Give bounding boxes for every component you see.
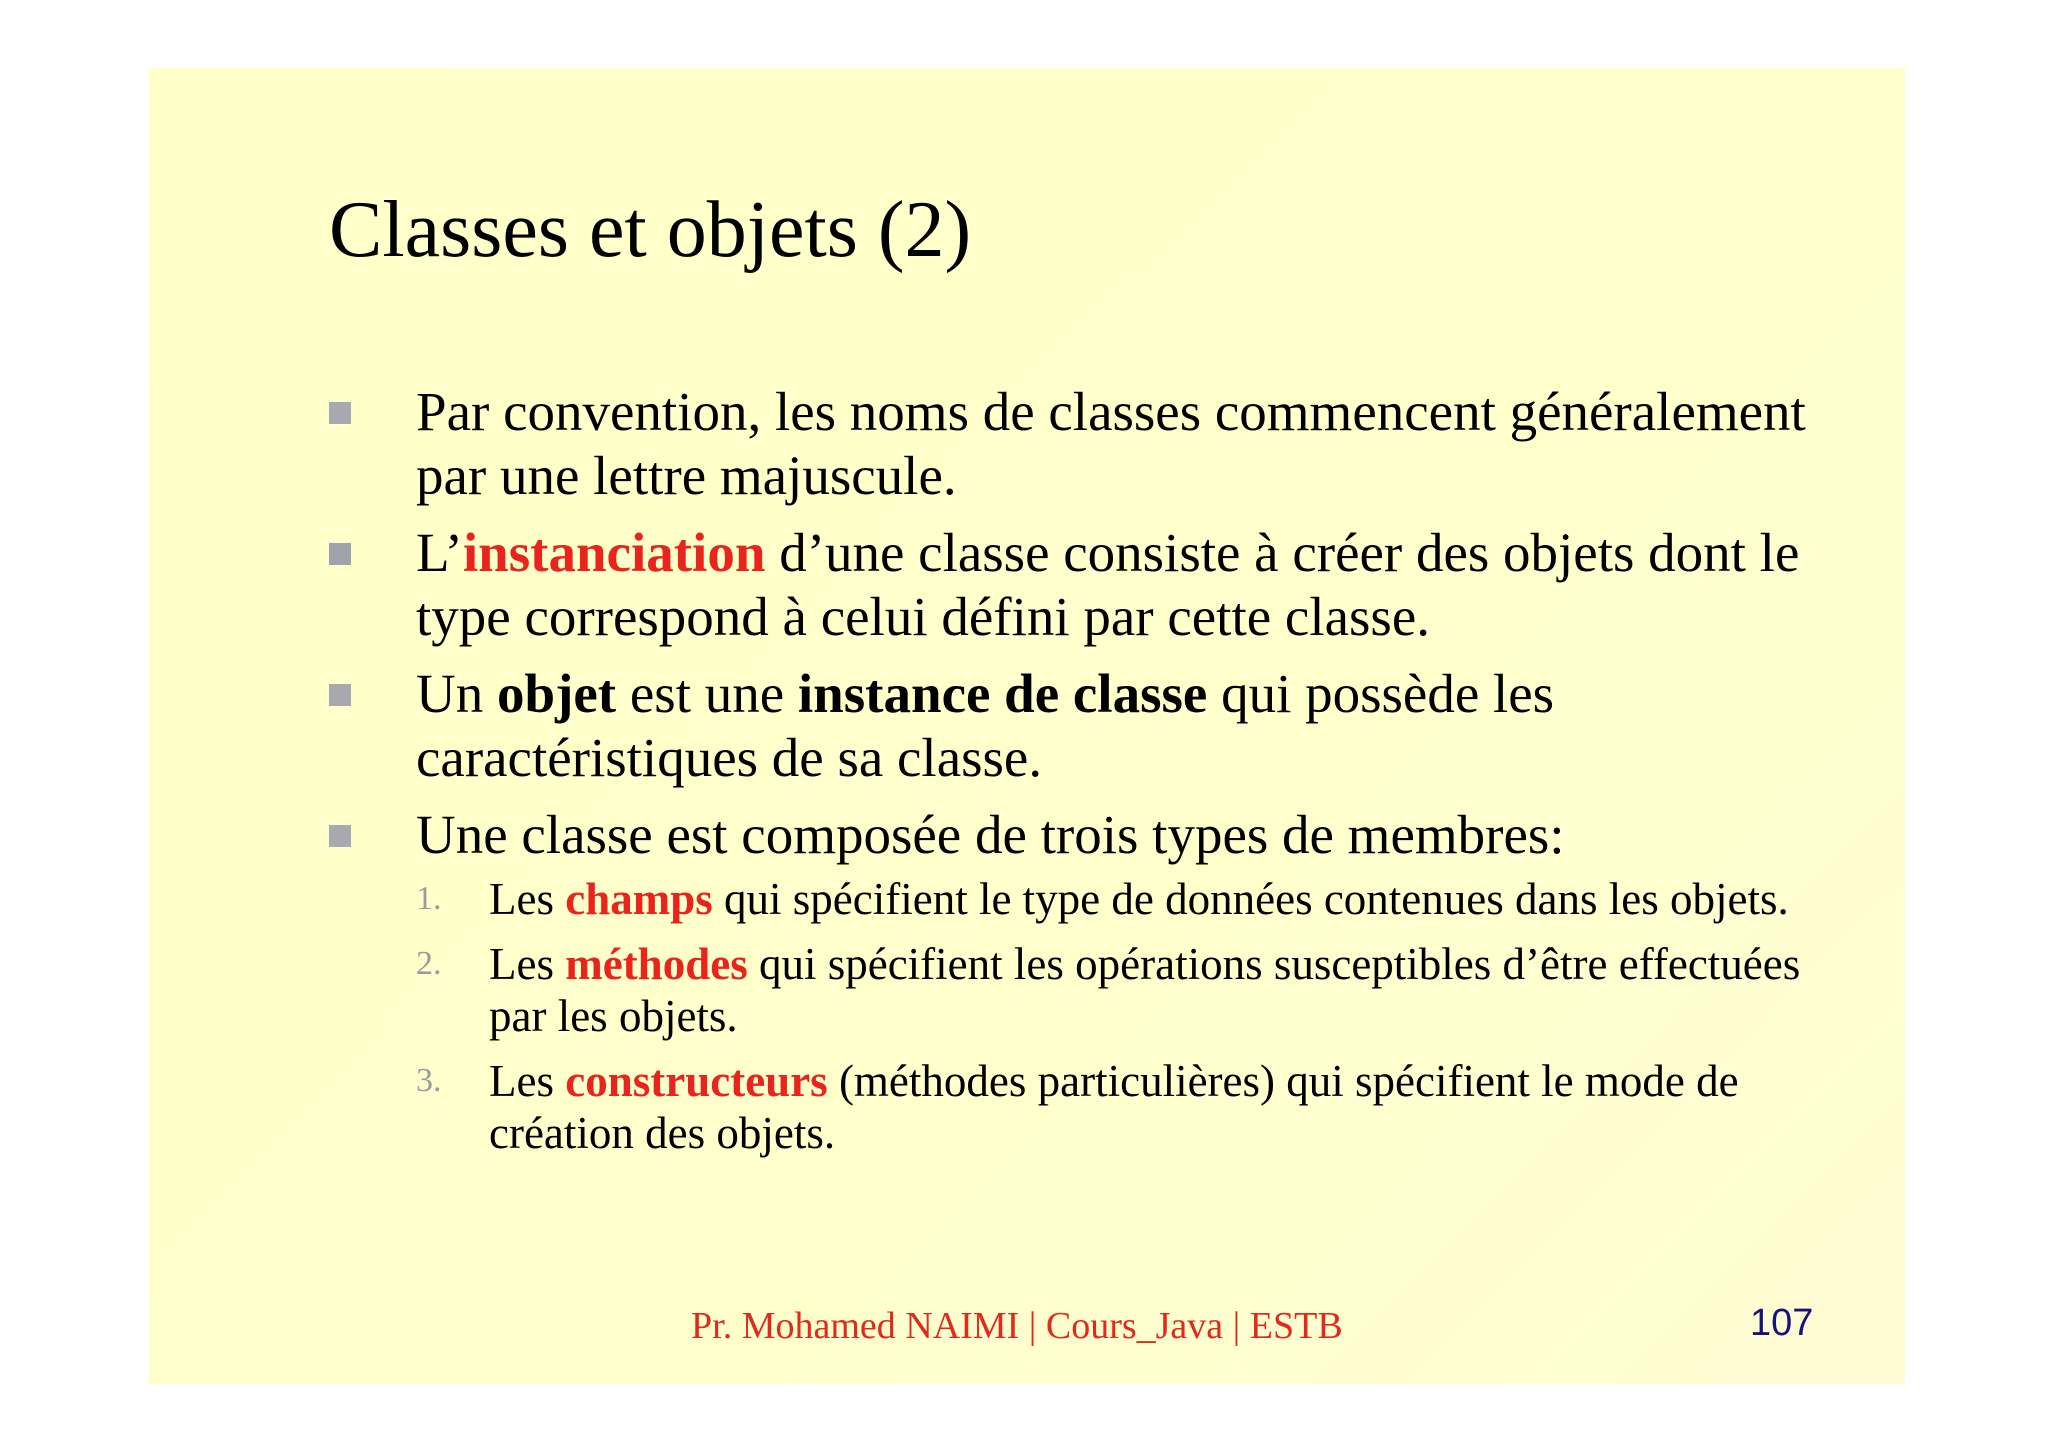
sublist-item [416, 1055, 1809, 1159]
sub-text-after: (méthodes particulières) qui spécifient le mode de création des objets. [489, 1056, 1739, 1158]
keyword-instanciation: instanciation [462, 522, 766, 583]
bullet-text-part: est une [616, 663, 798, 724]
keyword-instance-de-classe: instance de classe [797, 663, 1208, 724]
bullet-item [329, 521, 1809, 649]
sub-text-before: Les [489, 874, 566, 924]
square-bullet-icon [329, 402, 351, 424]
numbered-sublist [416, 873, 1809, 1159]
bullet-text-before: L’ [416, 522, 463, 583]
slide-title: Classes et objets (2) [329, 186, 972, 274]
sub-text-after: qui spécifient le type de données contenues dans les objets. [712, 874, 1789, 924]
list-number: 1. [416, 880, 442, 917]
keyword-constructeurs: constructeurs [565, 1056, 828, 1106]
bullet-item [329, 662, 1809, 790]
sublist-item [416, 938, 1809, 1042]
sub-text-after: qui spécifient les opérations susceptibles d’être effectuées par les objets. [489, 939, 1801, 1041]
bullet-list [329, 380, 1809, 1172]
page-number: 107 [1750, 1302, 1814, 1344]
bullet-item [329, 380, 1809, 508]
bullet-text: Par convention, les noms de classes commencent généralement par une lettre majuscule. [416, 381, 1806, 506]
keyword-methodes: méthodes [565, 939, 748, 989]
keyword-champs: champs [565, 874, 713, 924]
bullet-item [329, 803, 1809, 1159]
sub-text-before: Les [489, 1056, 566, 1106]
slide [149, 68, 1905, 1384]
sub-text-before: Les [489, 939, 566, 989]
slide-footer: Pr. Mohamed NAIMI | Cours_Java | ESTB [691, 1305, 1343, 1347]
square-bullet-icon [329, 825, 351, 847]
bullet-text-part: qui possède les caractéristiques de sa classe. [416, 663, 1555, 788]
list-number: 2. [416, 945, 442, 982]
square-bullet-icon [329, 543, 351, 565]
sublist-item [416, 873, 1809, 925]
list-number: 3. [416, 1062, 442, 1099]
bullet-text-after: d’une classe consiste à créer des objets dont le type correspond à celui défini par cette classe. [416, 522, 1800, 647]
square-bullet-icon [329, 684, 351, 706]
bullet-text: Une classe est composée de trois types de membres: [416, 804, 1565, 865]
bullet-text-part: Un [416, 663, 497, 724]
keyword-objet: objet [496, 663, 617, 724]
